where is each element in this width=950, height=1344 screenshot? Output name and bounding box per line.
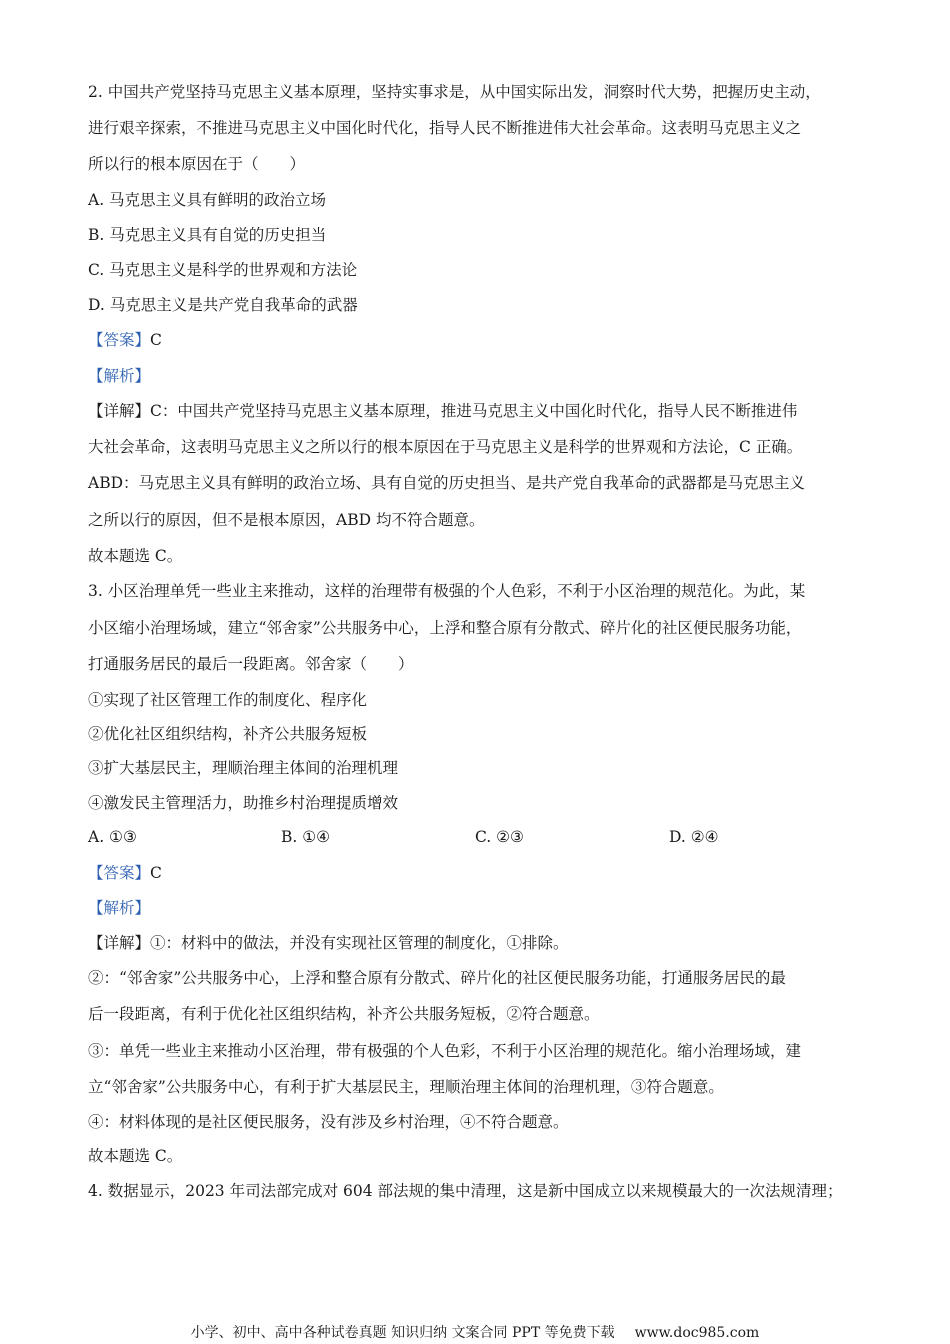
q2-answer <box>88 329 162 351</box>
q2-stem-line-2: 进行艰辛探索，不推进马克思主义中国化时代化，指导人民不断推进伟大社会革命。这表明马克思主义之 <box>88 119 802 137</box>
q3-detail-line-6: ④：材料体现的是社区便民服务，没有涉及乡村治理，④不符合题意。 <box>88 1113 569 1131</box>
q3-option-a: A. ①③ <box>88 828 137 846</box>
q3-answer <box>88 862 162 884</box>
q3-statement-4: ④激发民主管理活力，助推乡村治理提质增效 <box>88 794 399 812</box>
q3-detail-line-4: ③：单凭一些业主来推动小区治理，带有极强的个人色彩，不利于小区治理的规范化。缩小治理场域，建 <box>88 1042 802 1060</box>
q3-option-c: C. ②③ <box>475 828 524 846</box>
q2-option-a: A. 马克思主义具有鲜明的政治立场 <box>88 191 327 209</box>
answer-tag: 【答案】 <box>88 331 151 349</box>
q2-analysis <box>88 365 150 387</box>
q3-detail-line-5: 立“邻舍家”公共服务中心，有利于扩大基层民主，理顺治理主体间的治理机理，③符合题意。 <box>88 1078 724 1096</box>
q3-analysis <box>88 897 150 919</box>
detail-tag: 【详解】 <box>88 402 151 420</box>
q2-detail-line-1 <box>88 400 797 422</box>
detail-tag: 【详解】 <box>88 934 151 952</box>
detail-text: C：中国共产党坚持马克思主义基本原理，推进马克思主义中国化时代化，指导人民不断推进伟 <box>150 402 798 420</box>
q3-detail-line-3: 后一段距离，有利于优化社区组织结构，补齐公共服务短板，②符合题意。 <box>88 1005 600 1023</box>
page-footer <box>0 1323 950 1343</box>
q2-detail-line-2: 大社会革命，这表明马克思主义之所以行的根本原因在于马克思主义是科学的世界观和方法论，C 正确。 <box>88 438 803 456</box>
q3-stem-line-1: 3. 小区治理单凭一些业主来推动，这样的治理带有极强的个人色彩，不利于小区治理的规范化。为此，某 <box>88 582 806 600</box>
q2-option-d: D. 马克思主义是共产党自我革命的武器 <box>88 296 358 314</box>
answer-value: C <box>150 331 162 349</box>
analysis-tag: 【解析】 <box>88 899 151 917</box>
q3-statement-3: ③扩大基层民主，理顺治理主体间的治理机理 <box>88 759 399 777</box>
answer-tag: 【答案】 <box>88 864 151 882</box>
q4-stem-line-1: 4. 数据显示，2023 年司法部完成对 604 部法规的集中清理，这是新中国成立以来规模最大的一次法规清理； <box>88 1182 843 1200</box>
q3-stem-line-2: 小区缩小治理场域，建立“邻舍家”公共服务中心，上浮和整合原有分散式、碎片化的社区便民服务功能， <box>88 619 802 637</box>
footer-text: 小学、初中、高中各种试卷真题 知识归纳 文案合同 PPT 等免费下载 <box>190 1325 615 1341</box>
q3-detail-line-2: ②：“邻舍家”公共服务中心，上浮和整合原有分散式、碎片化的社区便民服务功能，打通服务居民的最 <box>88 969 786 987</box>
q3-statement-2: ②优化社区组织结构，补齐公共服务短板 <box>88 725 368 743</box>
q2-stem-line-3: 所以行的根本原因在于（ ） <box>88 155 306 173</box>
q2-conclusion: 故本题选 C。 <box>88 547 183 565</box>
q2-stem-line-1: 2. 中国共产党坚持马克思主义基本原理，坚持实事求是，从中国实际出发，洞察时代大势，把握历史主动， <box>88 83 821 101</box>
q2-option-c: C. 马克思主义是科学的世界观和方法论 <box>88 261 358 279</box>
q3-stem-line-3: 打通服务居民的最后一段距离。邻舍家（ ） <box>88 655 414 673</box>
analysis-tag: 【解析】 <box>88 367 151 385</box>
q2-detail-line-3: ABD：马克思主义具有鲜明的政治立场、具有自觉的历史担当、是共产党自我革命的武器都是马克思主义 <box>88 474 806 492</box>
q3-detail-line-1 <box>88 932 569 954</box>
q2-detail-line-4: 之所以行的原因，但不是根本原因，ABD 均不符合题意。 <box>88 511 485 529</box>
answer-value: C <box>150 864 162 882</box>
q2-option-b: B. 马克思主义具有自觉的历史担当 <box>88 226 327 244</box>
footer-site-link[interactable]: www.doc985.com <box>634 1325 760 1341</box>
q3-option-d: D. ②④ <box>669 828 719 846</box>
q3-option-b: B. ①④ <box>281 828 331 846</box>
detail-text: ①：材料中的做法，并没有实现社区管理的制度化，①排除。 <box>150 934 569 952</box>
q3-conclusion: 故本题选 C。 <box>88 1147 183 1165</box>
q3-statement-1: ①实现了社区管理工作的制度化、程序化 <box>88 691 368 709</box>
